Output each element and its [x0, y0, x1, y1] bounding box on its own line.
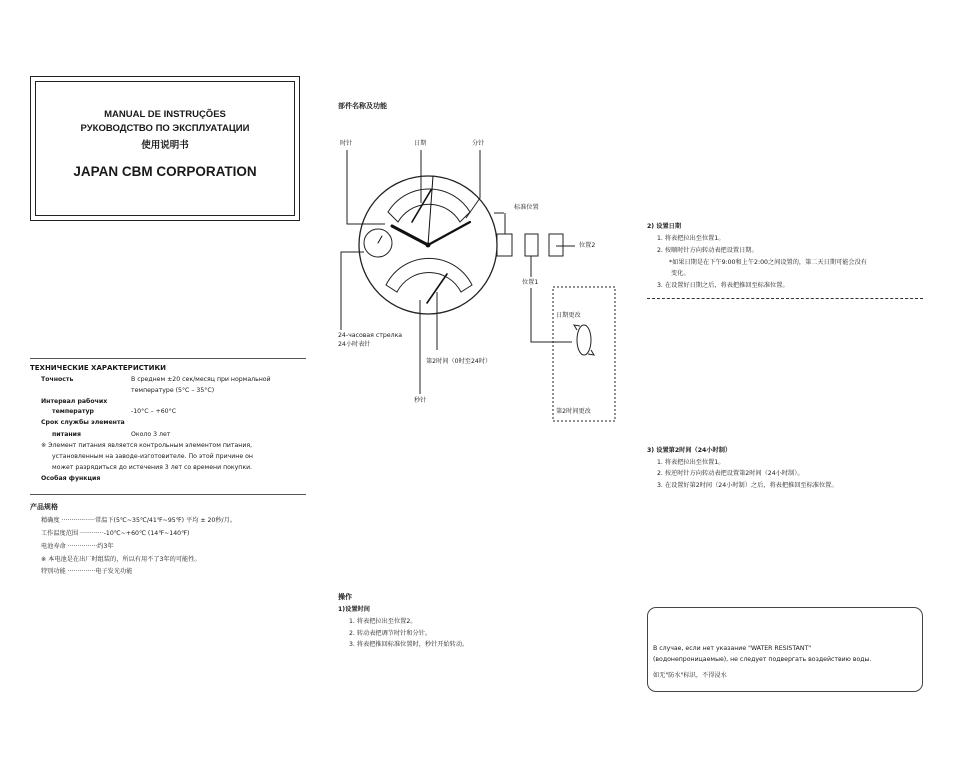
ru-accuracy-value-line1: В среднем ±20 сек/месяц при нормальной: [131, 376, 271, 383]
title-chinese: 使用说明书: [141, 140, 189, 151]
label-date: 日期: [414, 140, 427, 147]
label-second-time-change: 第2时间更改: [556, 408, 591, 415]
cn-accuracy: 精确度 ·················常温下(5℃~35℃/41℉~95℉) 平均 ± 20秒/月。: [41, 517, 237, 524]
cn-battery: 电池寿命 ···············约3年: [41, 543, 114, 550]
crown-position2: [549, 234, 563, 256]
water-notice-ru-line2: (водонепроницаемые), не следует подвергать воздействию воды.: [653, 656, 872, 663]
label-24h-ru: 24-часовая стрелка: [338, 332, 403, 339]
hand-pivot: [426, 243, 431, 248]
ru-battery-label-line1: Срок службы элемента: [41, 419, 125, 426]
cn-specs-heading: 产品规格: [30, 503, 58, 511]
set-date-note-line1: *如果日期是在下午9:00和上午2:00之间设置的，第二天日期可能会没有: [669, 259, 867, 266]
ru-note-line2: установленным на заводе-изготовителе. По этой причине он: [52, 453, 253, 460]
label-hour-hand: 时针: [340, 140, 353, 147]
ru-temp-label-line2: температур: [52, 408, 94, 415]
cn-note: ※ 本电池是在出厂时组装的，所以有用不了3年的可能性。: [41, 556, 201, 563]
operation-step2: 2. 转动表把调节时针和分针。: [349, 630, 432, 637]
crown-standard: [497, 234, 512, 256]
label-date-change: 日期更改: [556, 312, 581, 319]
title-russian: РУКОВОДСТВО ПО ЭКСПЛУАТАЦИИ: [80, 123, 250, 134]
brand-name: JAPAN CBM CORPORATION: [73, 164, 257, 179]
ru-battery-value: Около 3 лет: [131, 431, 171, 438]
set-date-step1: 1. 将表把拉出至位置1。: [657, 235, 725, 242]
ru-accuracy-value-line2: температуре (5°C – 35°C): [131, 387, 215, 394]
ru-specs-heading: ТЕХНИЧЕСКИЕ ХАРАКТЕРИСТИКИ: [30, 364, 167, 372]
ru-note-line3: может разрядиться до истечения 3 лет со времени покупки.: [52, 464, 253, 471]
set-second-time-step1: 1. 将表把拉出至位置1。: [657, 459, 725, 466]
set-date-step2: 2. 按顺时针方向转动表把设置日期。: [657, 247, 758, 254]
set-date-note-line2: 变化。: [671, 270, 690, 277]
label-24h-cn: 24小时表针: [338, 341, 371, 348]
operation-set-time-heading: 1)设置时间: [338, 606, 370, 613]
hour-hand: [392, 226, 428, 245]
label-position1: 位置1: [522, 279, 539, 286]
set-date-step3: 3. 在设置好日期之后，将表把推回至标准位置。: [657, 282, 789, 289]
operation-step3: 3. 将表把推回标准位置时，秒针开始转动。: [349, 641, 469, 648]
ru-feature-label: Особая функция: [41, 475, 101, 482]
water-notice-ru-line1: В случае, если нет указание "WATER RESISTANT": [653, 645, 812, 652]
operation-heading: 操作: [338, 593, 352, 601]
set-date-heading: 2) 设置日期: [647, 223, 682, 230]
crown-position1: [525, 234, 538, 256]
set-second-time-step2: 2. 按逆时针方向转动表把设置第2时间（24小时制）。: [657, 470, 804, 477]
minute-hand: [428, 222, 470, 245]
rotation-icon: [577, 325, 591, 355]
cn-temp: 工作温度范围 ············-10℃~+60℃ (14℉~140℉): [41, 530, 190, 537]
second-time-window: [386, 258, 472, 292]
ru-accuracy-label: Точность: [41, 376, 74, 383]
crown-operation-box: [553, 287, 615, 421]
ru-temp-label-line1: Интервал рабочих: [41, 398, 108, 405]
hand-24h: [378, 236, 382, 243]
label-position2: 位置2: [579, 242, 596, 249]
water-notice-cn: 如无"防水"标识，不得浸水: [653, 672, 727, 679]
title-portuguese: MANUAL DE INSTRUÇÕES: [104, 109, 226, 120]
label-normal-position: 标准位置: [514, 204, 539, 211]
label-minute-hand: 分针: [472, 140, 485, 147]
parts-heading: 部件名称及功能: [338, 102, 387, 110]
second-hand: [428, 176, 433, 245]
ru-battery-label-line2: питания: [52, 431, 81, 438]
leader-minute: [466, 150, 480, 218]
leader-hour: [347, 150, 385, 224]
label-second-hand: 秒针: [414, 397, 427, 404]
ru-temp-value: -10°C – +60°C: [131, 408, 177, 415]
cn-feature: 特别功能 ··············电子发光功能: [41, 568, 133, 575]
set-second-time-heading: 3) 设置第2时间（24小时制）: [647, 447, 732, 454]
set-second-time-step3: 3. 在设置好第2时间（24小时制）之后，将表把推回至标准位置。: [657, 482, 838, 489]
operation-step1: 1. 将表把拉出至位置2。: [349, 618, 417, 625]
section-divider-dashed: [647, 298, 923, 299]
leader-24h: [341, 252, 364, 330]
ru-note-line1: ※ Элемент питания является контрольным элементом питания,: [41, 442, 253, 449]
label-second-time: 第2时间（0时至24时）: [426, 358, 492, 365]
